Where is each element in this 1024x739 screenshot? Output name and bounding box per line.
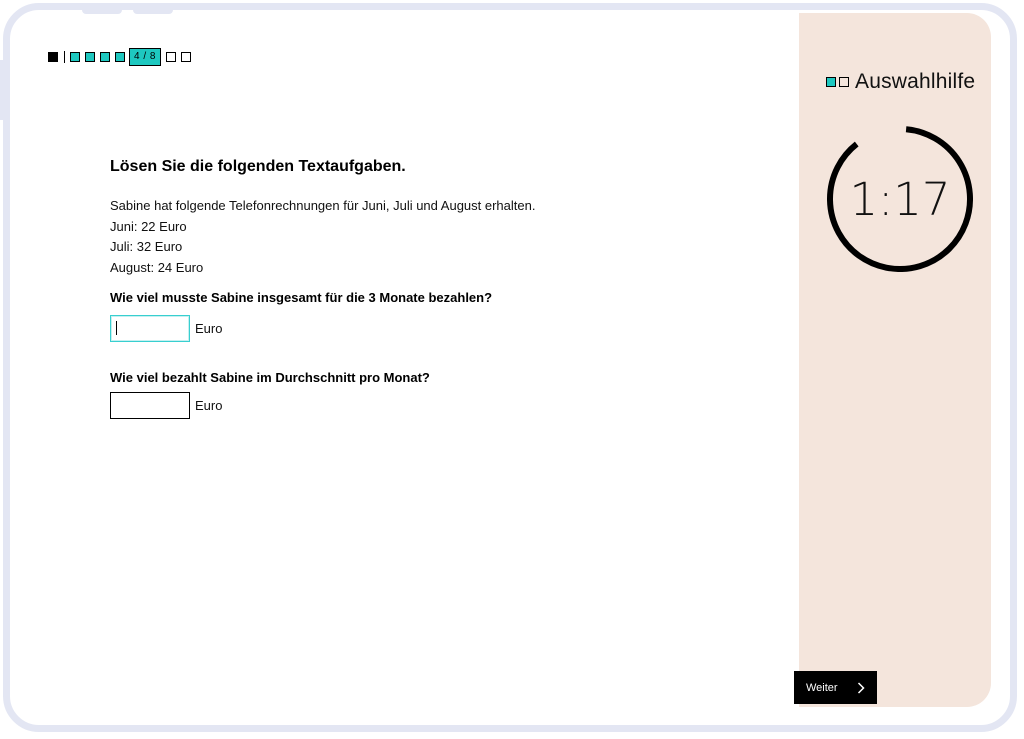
task-intro: Sabine hat folgende Telefonrechnungen für Juni, Juli und August erhalten. — [110, 198, 536, 213]
brand-name: Auswahlhilfe — [855, 70, 976, 93]
next-button[interactable] — [794, 671, 877, 704]
bill-line: Juni: 22 Euro — [110, 218, 187, 234]
unit-label: Euro — [195, 321, 223, 336]
progress-start-marker — [48, 52, 58, 62]
progress-current-step: 4 / 8 — [129, 48, 161, 66]
progress-separator — [64, 51, 65, 63]
chevron-right-icon — [857, 682, 865, 694]
brand-logo — [826, 70, 975, 94]
progress-step-open — [166, 52, 176, 62]
question-total: Wie viel musste Sabine insgesamt für die 3 Monate bezahlen? — [110, 290, 493, 305]
text-caret — [116, 321, 117, 335]
question-average: Wie viel bezahlt Sabine im Durchschnitt pro Monat? — [110, 370, 430, 385]
progress-step-open — [181, 52, 191, 62]
timer-value: 1:17 — [849, 172, 951, 226]
logo-square-icon — [839, 77, 849, 87]
sidebar — [799, 13, 991, 707]
progress-step-done — [100, 52, 110, 62]
unit-label: Euro — [195, 398, 223, 413]
bill-line: August: 24 Euro — [110, 259, 204, 275]
task-heading: Lösen Sie die folgenden Textaufgaben. — [110, 158, 406, 175]
total-answer-input[interactable] — [110, 315, 190, 342]
answer-row-average — [110, 392, 535, 419]
average-answer-input[interactable] — [110, 392, 190, 419]
answer-row-total — [110, 315, 535, 342]
progress-step-done — [70, 52, 80, 62]
background-tab — [82, 10, 122, 14]
logo-square-icon — [826, 77, 836, 87]
progress-step-done — [85, 52, 95, 62]
countdown-timer — [827, 126, 973, 272]
task-content — [110, 156, 535, 419]
background-edge — [0, 60, 3, 120]
background-tab — [133, 10, 173, 14]
progress-step-done — [115, 52, 125, 62]
next-button-label: Weiter — [806, 681, 838, 694]
bill-line: Juli: 32 Euro — [110, 239, 183, 254]
progress-indicator — [48, 47, 196, 67]
